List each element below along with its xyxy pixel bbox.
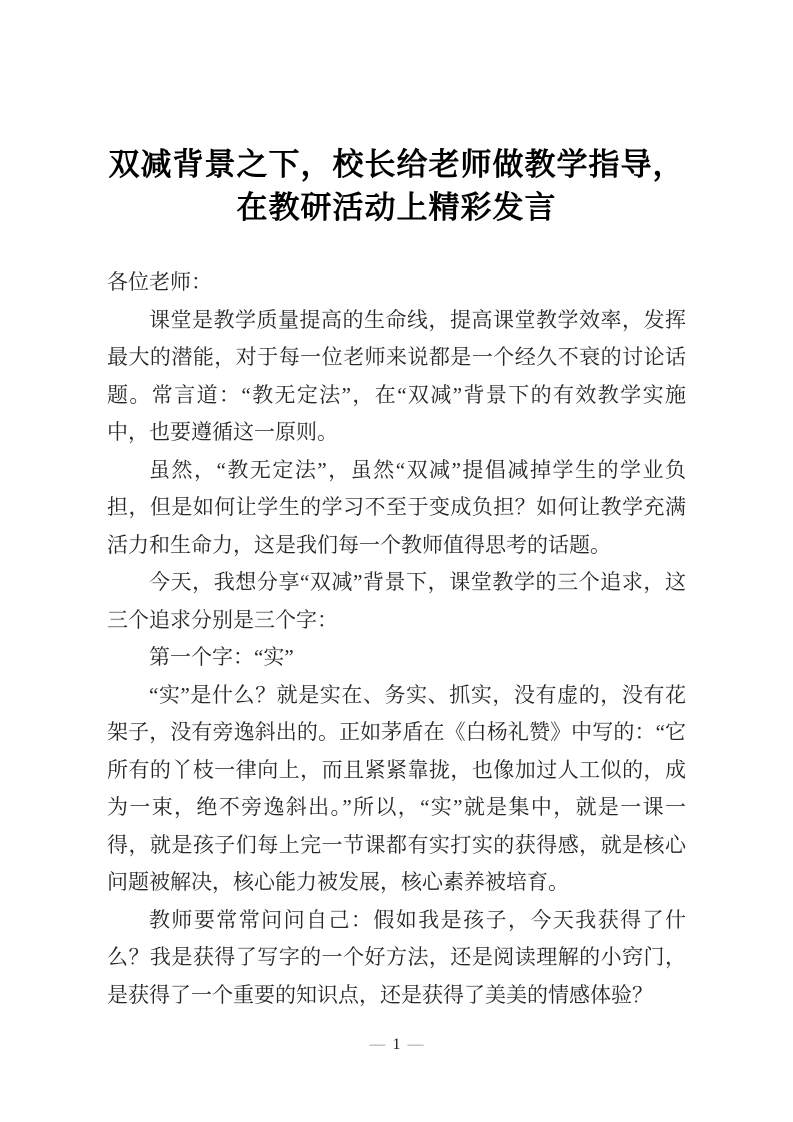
paragraph-4: 第一个字：“实” [149,645,294,669]
document-title [90,144,703,230]
footer-dash-right: — [407,1036,424,1053]
document-body [107,264,686,1014]
paragraph-1: 课堂是教学质量提高的生命线，提高课堂教学效率，发挥最大的潜能，对于每一位老师来说都是一个经久不衰的讨论话题。常言道：“教无定法”，在“双减”背景下的有效教学实施中，也要遵循这一原则。 [107,307,686,444]
paragraph-3: 今天，我想分享“双减”背景下，课堂教学的三个追求，这三个追求分别是三个字： [107,570,686,632]
paragraph-6: 教师要常常问问自己：假如我是孩子，今天我获得了什么？我是获得了写字的一个好方法，还是阅读理解的小窍门，是获得了一个重要的知识点，还是获得了美美的情感体验？ [107,907,686,1007]
title-line-2: 在教研活动上精彩发言 [236,190,557,226]
footer-dash-left: — [369,1036,386,1053]
paragraph-5: “实”是什么？就是实在、务实、抓实，没有虚的，没有花架子，没有旁逸斜出的。正如茅盾在《白杨礼赞》中写的：“它所有的丫枝一律向上，而且紧紧靠拢，也像加过人工似的，成为一束，绝不旁逸斜出。”所以，“实”就是集中，就是一课一得，就是孩子们每上完一节课都有实打实的获得感，就是核心问题被解决，核心能力被发展，核心素养被培育。 [107,682,686,894]
salutation: 各位老师： [107,270,212,294]
title-line-1: 双减背景之下，校长给老师做教学指导， [108,147,685,183]
page-footer [0,1033,793,1057]
paragraph-2: 虽然，“教无定法”，虽然“双减”提倡减掉学生的学业负担，但是如何让学生的学习不至于变成负担？如何让教学充满活力和生命力，这是我们每一个教师值得思考的话题。 [107,457,686,557]
page-number: 1 [392,1036,401,1053]
